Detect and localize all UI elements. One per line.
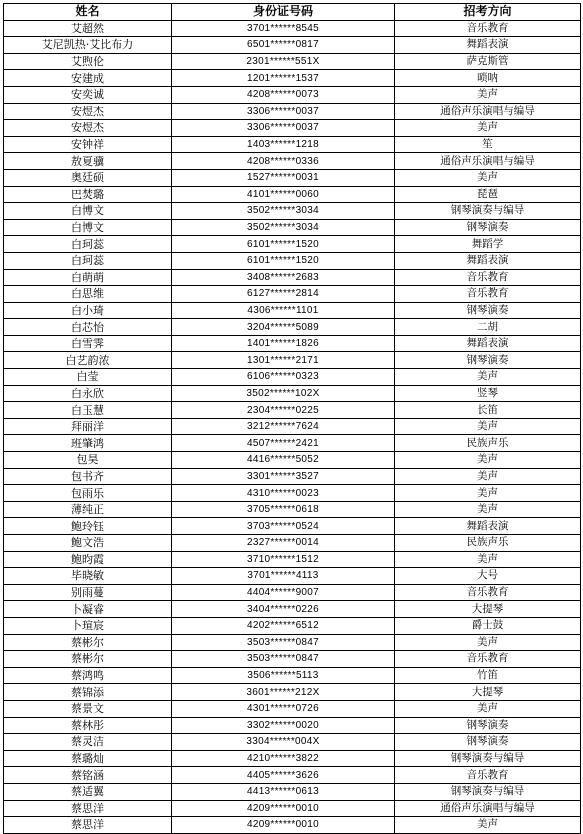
table-row: [4, 335, 581, 352]
cell-direction: 舞蹈表演: [395, 518, 581, 535]
cell-id-number: 2301******551X: [172, 53, 395, 70]
table-row: [4, 186, 581, 203]
cell-id-number: 3705******0618: [172, 501, 395, 518]
table-row: [4, 136, 581, 153]
table-row: [4, 667, 581, 684]
cell-name: 白艺韵浓: [4, 352, 172, 369]
table-row: [4, 369, 581, 386]
cell-direction: 大提琴: [395, 601, 581, 618]
cell-name: 蔡思洋: [4, 817, 172, 834]
cell-id-number: 6101******1520: [172, 252, 395, 269]
table-row: [4, 418, 581, 435]
cell-id-number: 1527******0031: [172, 169, 395, 186]
cell-name: 白博文: [4, 203, 172, 220]
cell-direction: 大提琴: [395, 684, 581, 701]
table-row: [4, 734, 581, 751]
cell-direction: 钢琴演奏: [395, 219, 581, 236]
cell-name: 包书齐: [4, 468, 172, 485]
cell-id-number: 4202******6512: [172, 617, 395, 634]
cell-name: 艾尼凯热·艾比布力: [4, 37, 172, 54]
table-row: [4, 385, 581, 402]
cell-direction: 竖琴: [395, 385, 581, 402]
cell-id-number: 6501******0817: [172, 37, 395, 54]
cell-id-number: 3701******4113: [172, 568, 395, 585]
cell-direction: 长笛: [395, 402, 581, 419]
cell-direction: 钢琴演奏: [395, 302, 581, 319]
cell-name: 蔡彬尔: [4, 634, 172, 651]
table-row: [4, 551, 581, 568]
cell-name: 蔡景文: [4, 700, 172, 717]
cell-id-number: 4210******3822: [172, 750, 395, 767]
cell-name: 包雨乐: [4, 485, 172, 502]
cell-direction: 美声: [395, 468, 581, 485]
cell-direction: 音乐教育: [395, 651, 581, 668]
cell-direction: 音乐教育: [395, 20, 581, 37]
cell-name: 白莹: [4, 369, 172, 386]
cell-name: 巴焚璐: [4, 186, 172, 203]
cell-id-number: 4301******0726: [172, 700, 395, 717]
cell-direction: 音乐教育: [395, 286, 581, 303]
cell-name: 安煜杰: [4, 120, 172, 137]
cell-id-number: 2327******0014: [172, 535, 395, 552]
cell-id-number: 4101******0060: [172, 186, 395, 203]
cell-name: 白珂蕊: [4, 236, 172, 253]
cell-id-number: 3506******5113: [172, 667, 395, 684]
cell-id-number: 3601******212X: [172, 684, 395, 701]
table-row: [4, 236, 581, 253]
table-row: [4, 750, 581, 767]
cell-direction: 二胡: [395, 319, 581, 336]
candidate-list-sheet: [3, 3, 581, 834]
cell-direction: 舞蹈学: [395, 236, 581, 253]
cell-id-number: 1403******1218: [172, 136, 395, 153]
table-row: [4, 37, 581, 54]
cell-name: 包昊: [4, 452, 172, 469]
table-row: [4, 501, 581, 518]
cell-id-number: 3408******2683: [172, 269, 395, 286]
table-row: [4, 53, 581, 70]
table-row: [4, 584, 581, 601]
cell-name: 蔡铭涵: [4, 767, 172, 784]
table-row: [4, 568, 581, 585]
cell-direction: 舞蹈表演: [395, 37, 581, 54]
cell-name: 安奕诚: [4, 86, 172, 103]
cell-id-number: 4405******3626: [172, 767, 395, 784]
cell-direction: 钢琴演奏与编导: [395, 783, 581, 800]
cell-name: 白博文: [4, 219, 172, 236]
header-direction: 招考方向: [395, 4, 581, 21]
header-id-number: 身份证号码: [172, 4, 395, 21]
cell-direction: 民族声乐: [395, 535, 581, 552]
table-row: [4, 269, 581, 286]
table-header-row: [4, 4, 581, 21]
table-row: [4, 800, 581, 817]
cell-name: 艾超然: [4, 20, 172, 37]
cell-direction: 美声: [395, 86, 581, 103]
cell-name: 白雪霁: [4, 335, 172, 352]
table-row: [4, 817, 581, 834]
table-row: [4, 103, 581, 120]
table-row: [4, 302, 581, 319]
cell-id-number: 4209******0010: [172, 817, 395, 834]
table-body: [4, 20, 581, 833]
cell-name: 卜凝睿: [4, 601, 172, 618]
cell-name: 班肇鸿: [4, 435, 172, 452]
cell-direction: 爵士鼓: [395, 617, 581, 634]
table-row: [4, 86, 581, 103]
cell-name: 白小琦: [4, 302, 172, 319]
cell-direction: 美声: [395, 700, 581, 717]
cell-id-number: 3502******3034: [172, 203, 395, 220]
cell-name: 鲍昀霞: [4, 551, 172, 568]
cell-id-number: 1301******2171: [172, 352, 395, 369]
table-row: [4, 717, 581, 734]
table-row: [4, 435, 581, 452]
table-row: [4, 617, 581, 634]
cell-direction: 大号: [395, 568, 581, 585]
cell-id-number: 4507******2421: [172, 435, 395, 452]
cell-direction: 通俗声乐演唱与编导: [395, 103, 581, 120]
cell-id-number: 3502******3034: [172, 219, 395, 236]
cell-name: 白永欣: [4, 385, 172, 402]
cell-id-number: 3703******0524: [172, 518, 395, 535]
cell-name: 安建成: [4, 70, 172, 87]
cell-name: 毕晓敏: [4, 568, 172, 585]
cell-id-number: 3301******3527: [172, 468, 395, 485]
table-row: [4, 70, 581, 87]
cell-name: 白萌萌: [4, 269, 172, 286]
cell-direction: 音乐教育: [395, 269, 581, 286]
cell-direction: 萨克斯管: [395, 53, 581, 70]
cell-id-number: 4310******0023: [172, 485, 395, 502]
cell-id-number: 4208******0336: [172, 153, 395, 170]
cell-id-number: 4209******0010: [172, 800, 395, 817]
cell-direction: 美声: [395, 634, 581, 651]
cell-direction: 钢琴演奏: [395, 352, 581, 369]
cell-id-number: 1201******1537: [172, 70, 395, 87]
cell-name: 蔡适翼: [4, 783, 172, 800]
cell-id-number: 3212******7624: [172, 418, 395, 435]
table-row: [4, 767, 581, 784]
table-row: [4, 252, 581, 269]
table-row: [4, 634, 581, 651]
cell-id-number: 3503******0847: [172, 651, 395, 668]
cell-direction: 美声: [395, 817, 581, 834]
table-row: [4, 169, 581, 186]
cell-direction: 美声: [395, 169, 581, 186]
cell-direction: 美声: [395, 369, 581, 386]
cell-direction: 钢琴演奏与编导: [395, 750, 581, 767]
table-row: [4, 219, 581, 236]
table-row: [4, 352, 581, 369]
header-name: 姓名: [4, 4, 172, 21]
cell-direction: 音乐教育: [395, 584, 581, 601]
cell-direction: 舞蹈表演: [395, 252, 581, 269]
cell-id-number: 3710******1512: [172, 551, 395, 568]
cell-direction: 钢琴演奏: [395, 717, 581, 734]
cell-id-number: 6127******2814: [172, 286, 395, 303]
cell-id-number: 6106******0323: [172, 369, 395, 386]
cell-name: 蔡鸿鸣: [4, 667, 172, 684]
table-row: [4, 783, 581, 800]
cell-id-number: 4413******0613: [172, 783, 395, 800]
cell-id-number: 6101******1520: [172, 236, 395, 253]
cell-id-number: 3306******0037: [172, 120, 395, 137]
cell-name: 蔡思洋: [4, 800, 172, 817]
cell-name: 蔡璐灿: [4, 750, 172, 767]
cell-direction: 笙: [395, 136, 581, 153]
table-row: [4, 203, 581, 220]
cell-id-number: 3404******0226: [172, 601, 395, 618]
cell-name: 白玉慧: [4, 402, 172, 419]
cell-id-number: 3701******8545: [172, 20, 395, 37]
cell-name: 拜丽洋: [4, 418, 172, 435]
table-row: [4, 319, 581, 336]
table-row: [4, 120, 581, 137]
cell-id-number: 1401******1826: [172, 335, 395, 352]
cell-direction: 美声: [395, 485, 581, 502]
cell-direction: 竹笛: [395, 667, 581, 684]
cell-direction: 美声: [395, 120, 581, 137]
cell-name: 蔡彬尔: [4, 651, 172, 668]
table-row: [4, 153, 581, 170]
cell-id-number: 3204******5089: [172, 319, 395, 336]
cell-name: 蔡林彤: [4, 717, 172, 734]
cell-name: 敖夏骥: [4, 153, 172, 170]
cell-direction: 唢呐: [395, 70, 581, 87]
table-row: [4, 20, 581, 37]
cell-id-number: 4208******0073: [172, 86, 395, 103]
cell-name: 白思维: [4, 286, 172, 303]
cell-id-number: 3503******0847: [172, 634, 395, 651]
cell-direction: 通俗声乐演唱与编导: [395, 800, 581, 817]
candidate-table: [3, 3, 581, 834]
cell-name: 薄纯正: [4, 501, 172, 518]
table-row: [4, 601, 581, 618]
cell-name: 别雨蔓: [4, 584, 172, 601]
cell-name: 蔡锦添: [4, 684, 172, 701]
cell-direction: 民族声乐: [395, 435, 581, 452]
table-row: [4, 452, 581, 469]
cell-name: 鲍文浩: [4, 535, 172, 552]
cell-id-number: 4416******5052: [172, 452, 395, 469]
cell-name: 艾煦伦: [4, 53, 172, 70]
cell-id-number: 3306******0037: [172, 103, 395, 120]
cell-direction: 舞蹈表演: [395, 335, 581, 352]
table-row: [4, 518, 581, 535]
table-row: [4, 535, 581, 552]
cell-direction: 钢琴演奏: [395, 734, 581, 751]
cell-id-number: 2304******0225: [172, 402, 395, 419]
cell-direction: 通俗声乐演唱与编导: [395, 153, 581, 170]
cell-name: 白芯怡: [4, 319, 172, 336]
cell-name: 安钟祥: [4, 136, 172, 153]
cell-direction: 美声: [395, 501, 581, 518]
cell-direction: 琵琶: [395, 186, 581, 203]
cell-id-number: 3502******102X: [172, 385, 395, 402]
cell-id-number: 4306******1101: [172, 302, 395, 319]
cell-direction: 美声: [395, 452, 581, 469]
cell-direction: 美声: [395, 418, 581, 435]
cell-id-number: 3304******004X: [172, 734, 395, 751]
cell-name: 鲍玲钰: [4, 518, 172, 535]
table-row: [4, 402, 581, 419]
table-row: [4, 485, 581, 502]
cell-name: 安煜杰: [4, 103, 172, 120]
table-row: [4, 684, 581, 701]
cell-name: 白珂蕊: [4, 252, 172, 269]
cell-name: 卜瑄宸: [4, 617, 172, 634]
cell-id-number: 4404******9007: [172, 584, 395, 601]
cell-direction: 音乐教育: [395, 767, 581, 784]
table-row: [4, 286, 581, 303]
cell-direction: 钢琴演奏与编导: [395, 203, 581, 220]
cell-name: 奥廷硕: [4, 169, 172, 186]
cell-id-number: 3302******0020: [172, 717, 395, 734]
table-row: [4, 468, 581, 485]
cell-name: 蔡灵洁: [4, 734, 172, 751]
table-row: [4, 700, 581, 717]
cell-direction: 美声: [395, 551, 581, 568]
table-row: [4, 651, 581, 668]
